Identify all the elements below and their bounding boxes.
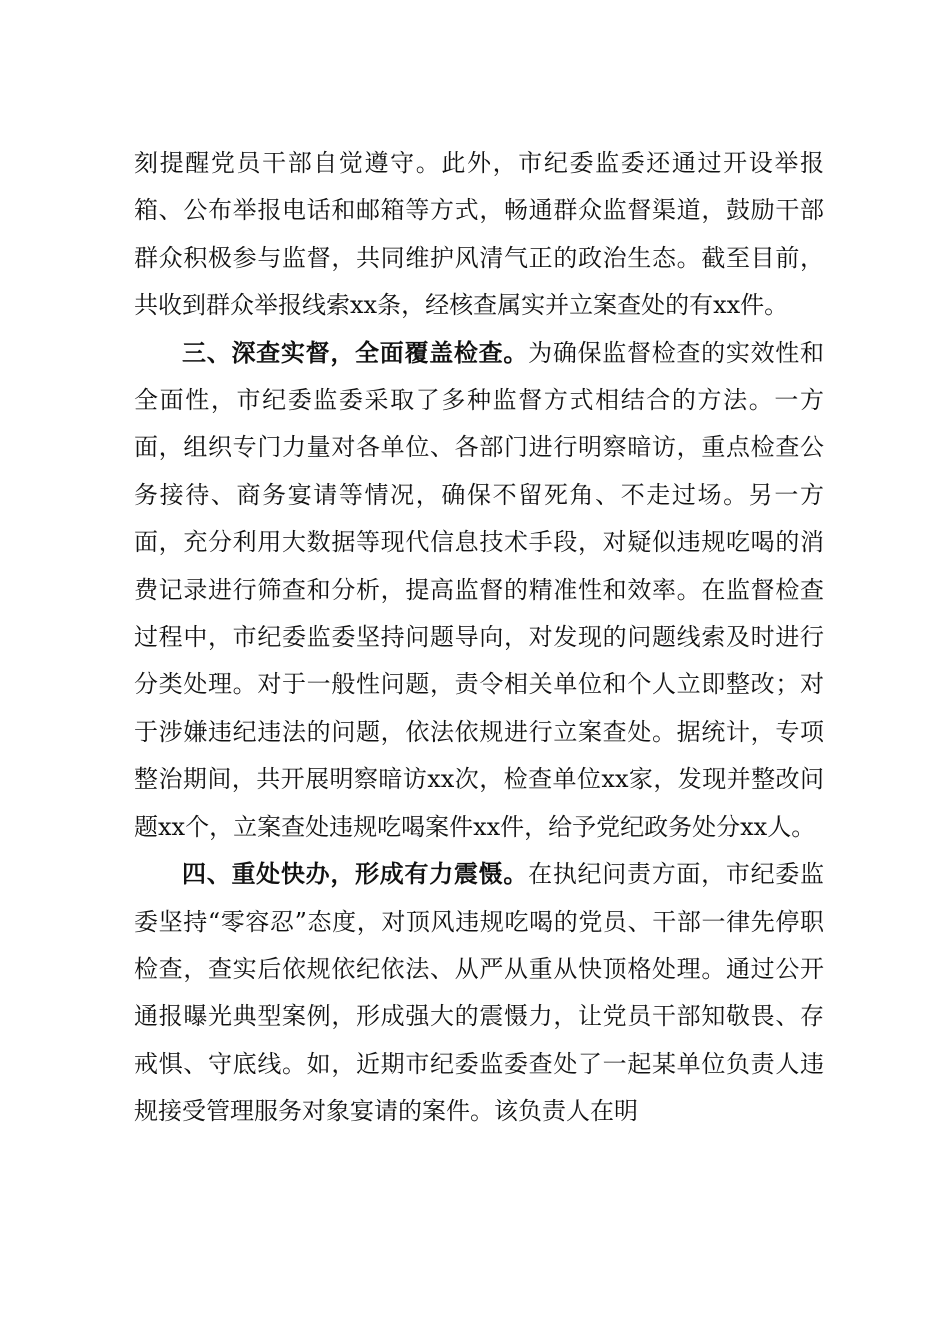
section-heading: 四、重处快办，形成有力震慑。 <box>182 860 529 889</box>
paragraph-body: 在执纪问责方面，市纪委监委坚持“零容忍”态度，对顶风违规吃喝的党员、干部一律先停职检查，查实后依规依纪依法、从严从重从快顶格处理。通过公开通报曝光典型案例，形成强大的震慑力，让党员干部知敬畏、存戒惧、守底线。如，近期市纪委监委查处了一起某单位负责人违规接受管理服务对象宴请的案件。该负责人在明 <box>134 860 825 1126</box>
paragraph-section-three <box>134 330 824 851</box>
paragraph-body: 为确保监督检查的实效性和全面性，市纪委监委采取了多种监督方式相结合的方法。一方面，组织专门力量对各单位、各部门进行明察暗访，重点检查公务接待、商务宴请等情况，确保不留死角、不走过场。另一方面，充分利用大数据等现代信息技术手段，对疑似违规吃喝的消费记录进行筛查和分析，提高监督的精准性和效率。在监督检查过程中，市纪委监委坚持问题导向，对发现的问题线索及时进行分类处理。对于一般性问题，责令相关单位和个人立即整改；对于涉嫌违纪违法的问题，依法依规进行立案查处。据统计，专项整治期间，共开展明察暗访xx次，检查单位xx家，发现并整改问题xx个，立案查处违规吃喝案件xx件，给予党纪政务处分xx人。 <box>134 338 825 841</box>
paragraph-section-four <box>134 851 824 1135</box>
paragraph-body: 刻提醒党员干部自觉遵守。此外，市纪委监委还通过开设举报箱、公布举报电话和邮箱等方式，畅通群众监督渠道，鼓励干部群众积极参与监督，共同维护风清气正的政治生态。截至目前，共收到群众举报线索xx条，经核查属实并立案查处的有xx件。 <box>134 149 824 320</box>
document-body <box>134 140 824 1136</box>
paragraph-continuation <box>134 140 824 330</box>
section-heading: 三、深查实督，全面覆盖检查。 <box>182 338 529 367</box>
